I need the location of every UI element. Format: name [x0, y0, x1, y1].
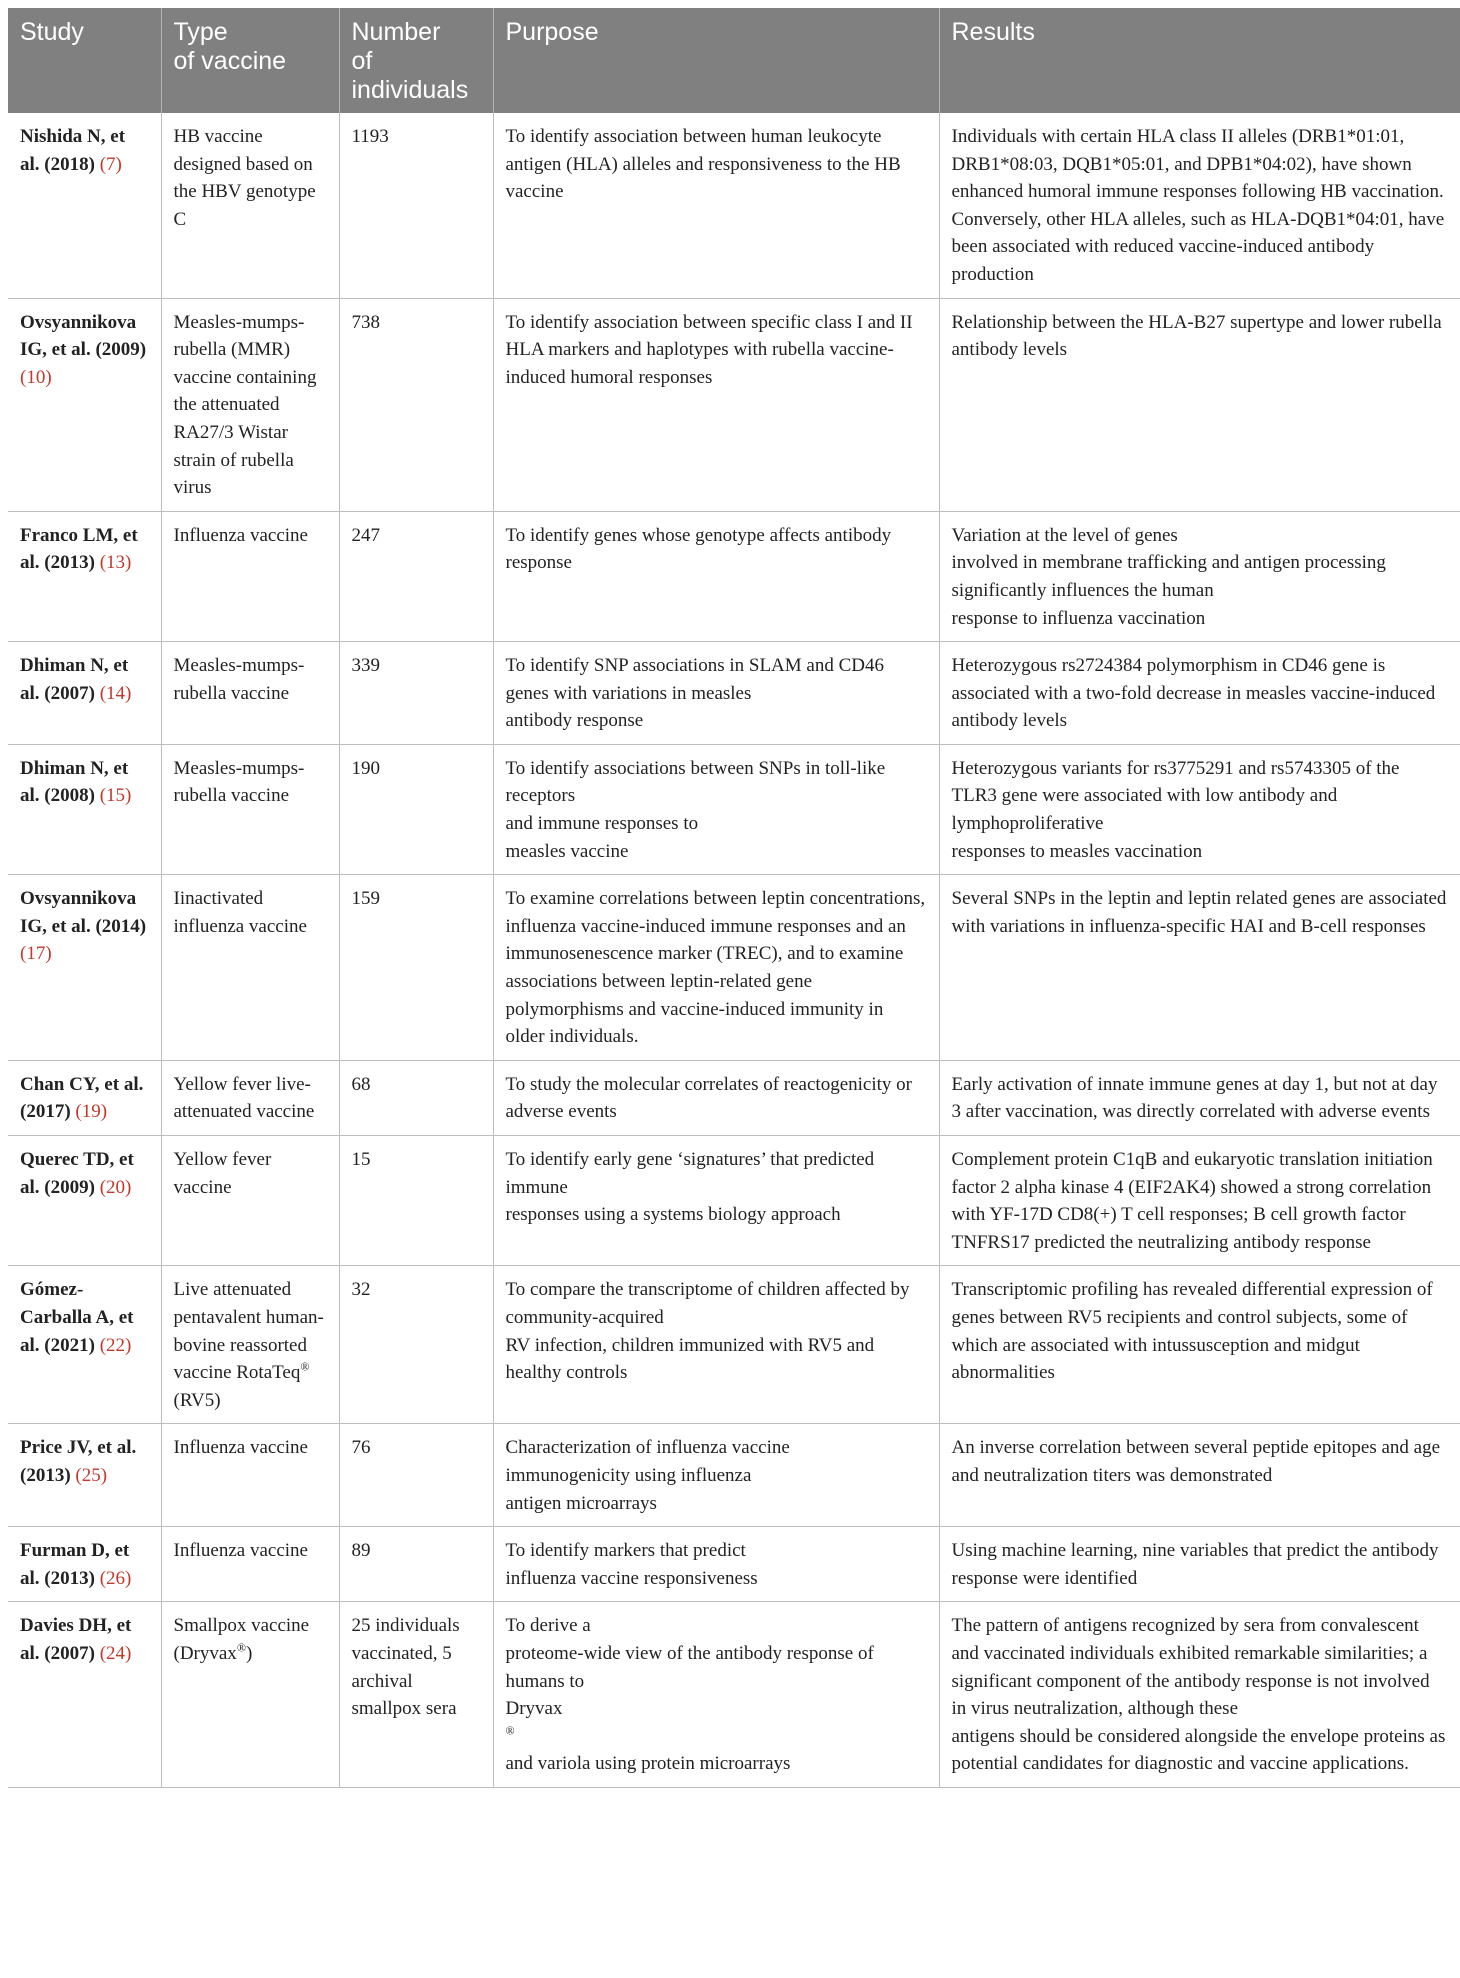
study-citation: Furman D, et al. (2013) [20, 1540, 130, 1589]
number-of-individuals: 68 [351, 1073, 371, 1095]
vaccine-type-tail: (RV5) [173, 1389, 221, 1411]
table-row [8, 1602, 1460, 1788]
vaccine-type-cell [161, 1266, 339, 1424]
results-cell [939, 1266, 1460, 1424]
purpose-line: To identify markers that predict [505, 1540, 746, 1562]
vaccine-type-text: HB vaccine designed based on the HBV genotype C [173, 126, 316, 230]
reference-link[interactable]: (22) [99, 1334, 132, 1356]
vaccine-type-cell [161, 642, 339, 745]
vaccine-type-cell [161, 1060, 339, 1135]
number-cell [339, 298, 493, 511]
study-citation: Price JV, et al. (2013) [20, 1437, 137, 1486]
results-line: Using machine learning, nine variables that predict the antibody response were identified [951, 1540, 1439, 1589]
study-citation: Ovsyannikova IG, et al. (2014) [20, 888, 147, 937]
purpose-line: To identify genes whose genotype affects antibody response [505, 524, 892, 574]
number-of-individuals: 738 [351, 311, 380, 333]
reference-link[interactable]: (24) [99, 1642, 132, 1664]
header-results-label: Results [951, 18, 1035, 46]
results-cell [939, 1527, 1460, 1602]
number-of-individuals: 89 [351, 1540, 371, 1562]
purpose-line: responses using a systems biology approach [505, 1204, 841, 1226]
study-citation: Ovsyannikova IG, et al. (2009) [20, 311, 147, 361]
vaccine-type-text: Influenza vaccine [173, 524, 308, 546]
purpose-cell [493, 113, 939, 298]
purpose-line: To compare the transcriptome of children affected by community-acquired [505, 1279, 910, 1328]
vaccine-type-text: Measles-mumps-rubella (MMR) vaccine containing the attenuated RA27/3 Wistar strain of rubella virus [173, 311, 317, 499]
results-line: Variation at the level of genes [951, 524, 1178, 546]
vaccine-type-cell [161, 298, 339, 511]
purpose-line: To identify association between specific class I and II HLA markers and haplotypes with rubella vaccine- [505, 311, 913, 361]
vaccine-type-cell [161, 1527, 339, 1602]
purpose-cell [493, 875, 939, 1061]
header-study-label: Study [20, 18, 84, 46]
number-cell [339, 1060, 493, 1135]
number-cell [339, 1266, 493, 1424]
table-row [8, 744, 1460, 874]
reference-link[interactable]: (26) [99, 1567, 132, 1589]
header-purpose [493, 8, 939, 113]
study-cell [8, 511, 161, 641]
reference-link[interactable]: (19) [75, 1101, 108, 1123]
study-cell [8, 1266, 161, 1424]
study-cell [8, 113, 161, 298]
number-cell [339, 875, 493, 1061]
table-row [8, 875, 1460, 1061]
results-cell [939, 1602, 1460, 1788]
vaccine-type-text: Live attenuated pentavalent human-bovine reassorted vaccine RotaTeq [173, 1279, 324, 1384]
results-cell [939, 113, 1460, 298]
purpose-cell [493, 1527, 939, 1602]
header-number-label: Number of individuals [351, 18, 469, 104]
header-type [161, 8, 339, 113]
table-row [8, 113, 1460, 298]
registered-mark: ® [505, 1723, 515, 1738]
number-of-individuals: 76 [351, 1437, 371, 1459]
vaccine-type-text: Yellow fever vaccine [173, 1149, 272, 1198]
table-row [8, 1527, 1460, 1602]
results-cell [939, 642, 1460, 745]
vaccine-type-cell [161, 511, 339, 641]
reference-link[interactable]: (14) [99, 682, 132, 704]
reference-link[interactable]: (25) [75, 1464, 108, 1486]
vaccine-type-cell [161, 1424, 339, 1527]
registered-mark: ® [236, 1640, 246, 1655]
table-row [8, 1266, 1460, 1424]
purpose-line: To identify SNP associations in SLAM and CD46 genes with variations in measles [505, 655, 884, 704]
number-of-individuals: 247 [351, 524, 380, 546]
results-line: antigens should be considered alongside the envelope proteins as potential candidates for diagnostic and vaccine applications. [951, 1725, 1446, 1775]
purpose-line: To identify association between human leukocyte antigen (HLA) alleles and responsiveness to the HB vaccine [505, 126, 901, 203]
purpose-cell [493, 298, 939, 511]
vaccine-type-cell [161, 1602, 339, 1788]
study-cell [8, 744, 161, 874]
purpose-cell [493, 744, 939, 874]
purpose-line [506, 1695, 927, 1778]
study-cell [8, 875, 161, 1061]
study-citation: Dhiman N, et al. (2008) [20, 757, 129, 807]
table-row [8, 642, 1460, 745]
purpose-line: and immune responses to [505, 813, 699, 835]
purpose-cell [493, 1424, 939, 1527]
results-line: An inverse correlation between several peptide epitopes and age and neutralization titers was demonstrated [951, 1437, 1441, 1486]
reference-link[interactable]: (10) [20, 366, 52, 388]
purpose-line: To study the molecular correlates of reactogenicity or adverse events [505, 1073, 912, 1123]
vaccine-studies-table [8, 8, 1460, 1788]
study-cell [8, 1060, 161, 1135]
number-cell [339, 1527, 493, 1602]
purpose-line: To identify early gene ‘signatures’ that predicted immune [505, 1149, 875, 1198]
study-cell [8, 1136, 161, 1266]
table-row [8, 1060, 1460, 1135]
number-of-individuals: 339 [351, 655, 380, 677]
purpose-line: To derive a [505, 1615, 591, 1637]
number-cell [339, 1136, 493, 1266]
results-line: response to influenza vaccination [951, 607, 1206, 629]
study-citation: Querec TD, et al. (2009) [20, 1149, 134, 1198]
number-cell [339, 113, 493, 298]
number-cell [339, 1424, 493, 1527]
vaccine-type-cell [161, 744, 339, 874]
results-cell [939, 875, 1460, 1061]
results-line: Transcriptomic profiling has revealed differential expression of genes between RV5 recipients and control subjects, some of which are associated with intussusception and midgut abnormalities [951, 1279, 1433, 1384]
results-cell [939, 1136, 1460, 1266]
results-line: Heterozygous rs2724384 polymorphism in CD46 gene is associated with a two-fold decrease in measles vaccine-induced antibody levels [951, 655, 1436, 732]
table-row [8, 511, 1460, 641]
purpose-line: Characterization of influenza vaccine [505, 1437, 790, 1459]
reference-link[interactable]: (15) [99, 785, 132, 807]
study-citation: Franco LM, et al. (2013) [20, 524, 138, 574]
reference-link[interactable]: (13) [99, 552, 132, 574]
purpose-line: influenza vaccine responsiveness [505, 1567, 758, 1589]
study-cell [8, 1527, 161, 1602]
header-row [8, 8, 1460, 113]
number-of-individuals: 190 [351, 757, 380, 779]
purpose-line-tail: and variola using protein microarrays [505, 1753, 791, 1775]
vaccine-type-tail: ) [245, 1642, 253, 1664]
purpose-line: RV infection, children immunized with RV5 and healthy controls [505, 1334, 875, 1384]
results-line: Heterozygous variants for rs3775291 and rs5743305 of the TLR3 gene were associated with low antibody and lymphoproliferative [951, 757, 1400, 835]
study-citation: Chan CY, et al. (2017) [20, 1073, 144, 1123]
purpose-cell [493, 1266, 939, 1424]
study-citation: Davies DH, et al. (2007) [20, 1615, 132, 1664]
reference-link[interactable]: (20) [99, 1176, 132, 1198]
purpose-line: measles vaccine [505, 840, 629, 862]
results-cell [939, 1424, 1460, 1527]
purpose-cell [493, 1602, 939, 1788]
purpose-line: induced humoral responses [505, 366, 713, 388]
purpose-line: antibody response [505, 710, 644, 732]
purpose-line: To examine correlations between leptin concentrations, influenza vaccine-induced immune responses and an immunosenescence marker (TREC), and to examine associations between leptin-related gene polymorphisms and vaccine-induced immunity in older individuals. [505, 888, 926, 1048]
purpose-cell [493, 1060, 939, 1135]
study-citation: Dhiman N, et al. (2007) [20, 655, 129, 704]
purpose-product: Dryvax [505, 1698, 563, 1720]
number-cell [339, 1602, 493, 1788]
results-line: involved in membrane trafficking and antigen processing significantly influences the human [951, 552, 1386, 601]
study-cell [8, 642, 161, 745]
results-line: Several SNPs in the leptin and leptin related genes are associated with variations in influenza-specific HAI and B-cell responses [951, 888, 1447, 937]
number-cell [339, 744, 493, 874]
header-results [939, 8, 1460, 113]
results-line: Relationship between the HLA-B27 supertype and lower rubella antibody levels [951, 311, 1442, 361]
purpose-cell [493, 1136, 939, 1266]
vaccine-type-text: Smallpox vaccine (Dryvax [173, 1615, 310, 1664]
results-cell [939, 1060, 1460, 1135]
study-cell [8, 1602, 161, 1788]
header-type-label: Type of vaccine [173, 18, 287, 75]
vaccine-type-text: Iinactivated influenza vaccine [173, 888, 307, 937]
purpose-line: antigen microarrays [505, 1492, 657, 1514]
results-cell [939, 298, 1460, 511]
purpose-cell [493, 511, 939, 641]
registered-mark: ® [300, 1359, 310, 1374]
results-line: Complement protein C1qB and eukaryotic translation initiation factor 2 alpha kinase 4 (EIF2AK4) showed a strong correlation with YF-17D CD8(+) T cell responses; B cell growth factor TNFRS17 predicted the neutralizing antibody response [951, 1149, 1433, 1253]
results-cell [939, 744, 1460, 874]
results-cell [939, 511, 1460, 641]
results-line: Individuals with certain HLA class II alleles (DRB1*01:01, DRB1*08:03, DQB1*05:01, and DPB1*04:02), have shown enhanced humoral immune responses following HB vaccination. Conversely, other HLA alleles, such as HLA-DQB1*04:01, have been associated with reduced vaccine-induced antibody production [951, 126, 1445, 285]
results-line: The pattern of antigens recognized by sera from convalescent and vaccinated individuals exhibited remarkable similarities; a significant component of the antibody response is not involved in virus neutralization, although these [951, 1615, 1430, 1720]
table-row [8, 298, 1460, 511]
vaccine-type-text: Measles-mumps-rubella vaccine [173, 757, 305, 807]
reference-link[interactable]: (17) [20, 943, 52, 965]
table-container [8, 8, 1460, 1788]
vaccine-type-text: Influenza vaccine [173, 1437, 308, 1459]
study-citation: Gómez-Carballa A, et al. (2021) [20, 1279, 134, 1356]
reference-link[interactable]: (7) [99, 153, 122, 175]
vaccine-type-text: Influenza vaccine [173, 1540, 308, 1562]
vaccine-type-cell [161, 1136, 339, 1266]
table-row [8, 1136, 1460, 1266]
header-study [8, 8, 161, 113]
table-row [8, 1424, 1460, 1527]
results-line: responses to measles vaccination [951, 840, 1203, 862]
number-of-individuals: 1193 [351, 126, 389, 147]
purpose-line: To identify associations between SNPs in toll-like receptors [505, 757, 886, 807]
vaccine-type-cell [161, 113, 339, 298]
number-of-individuals: 32 [351, 1279, 371, 1301]
purpose-cell [493, 642, 939, 745]
vaccine-type-text: Measles-mumps-rubella vaccine [173, 655, 305, 704]
number-cell [339, 642, 493, 745]
purpose-line: proteome-wide view of the antibody response of humans to [505, 1642, 874, 1692]
study-cell [8, 1424, 161, 1527]
number-cell [339, 511, 493, 641]
number-of-individuals: 15 [351, 1149, 371, 1170]
study-citation: Nishida N, et al. (2018) [20, 126, 126, 175]
study-cell [8, 298, 161, 511]
number-of-individuals: 159 [351, 888, 380, 910]
vaccine-type-cell [161, 875, 339, 1061]
number-of-individuals: 25 individuals vaccinated, 5 archival smallpox sera [351, 1615, 460, 1720]
purpose-line: immunogenicity using influenza [505, 1464, 752, 1486]
vaccine-type-text: Yellow fever live-attenuated vaccine [173, 1073, 315, 1123]
header-purpose-label: Purpose [505, 18, 599, 46]
results-line: Early activation of innate immune genes at day 1, but not at day 3 after vaccination, was directly correlated with adverse events [951, 1073, 1438, 1123]
header-number [339, 8, 493, 113]
